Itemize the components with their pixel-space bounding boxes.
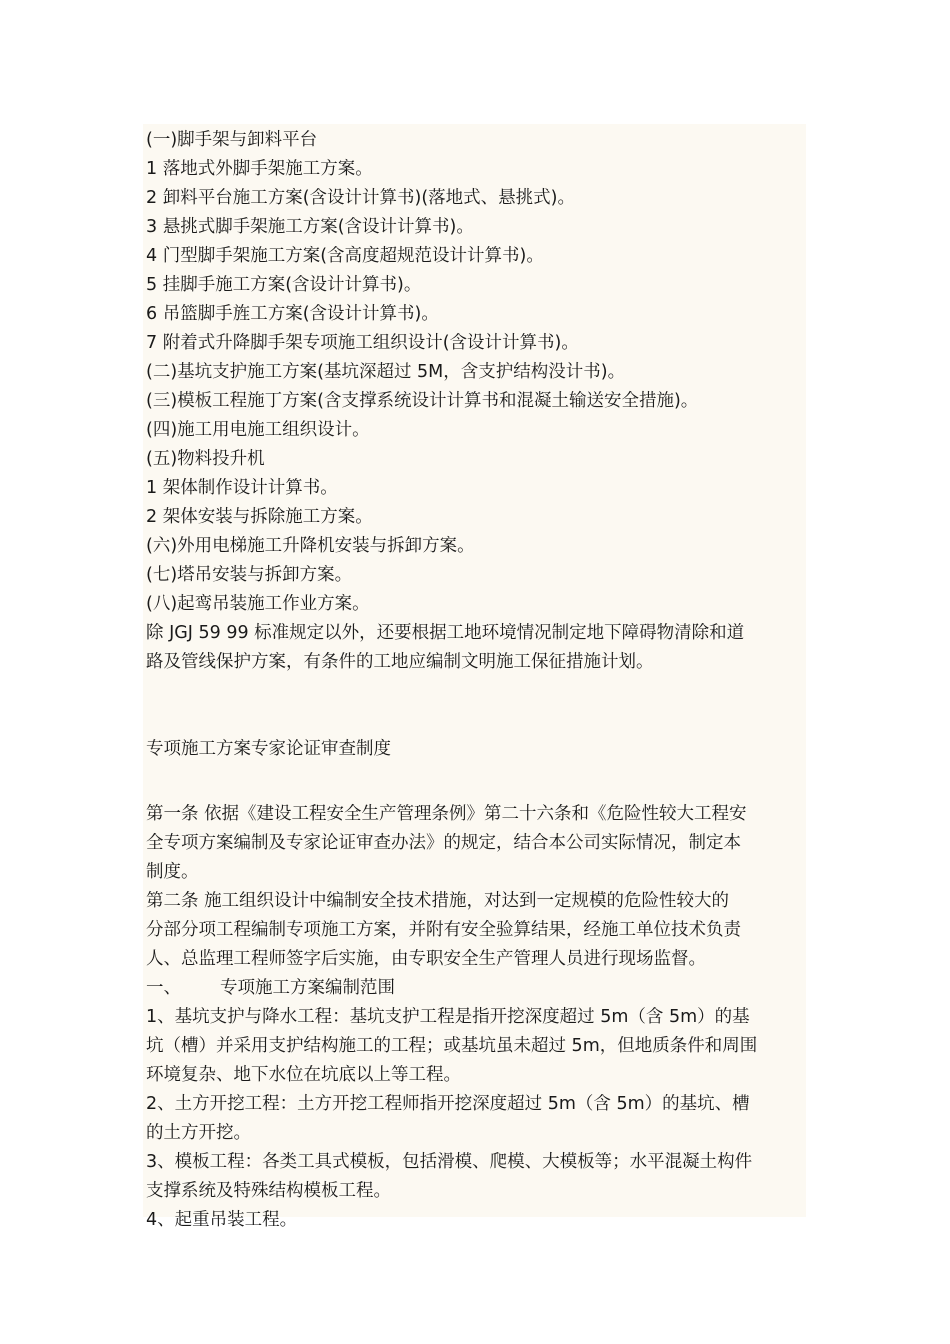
section-lifting: (八)起鸾吊装施工作业方案。	[146, 594, 370, 614]
spacer	[146, 764, 806, 800]
note-line: 除 JGJ 59 99 标准规定以外，还要根据工地环境情况制定地下障碍物清除和道	[146, 623, 745, 643]
scope-item-1-line: 1、基坑支护与降水工程：基坑支护工程是指开挖深度超过 5m（含 5m）的基	[146, 1007, 750, 1027]
list-item: 6 吊篮脚手旌工方案(含设计计算书)。	[146, 304, 439, 324]
list-item: 7 附着式升降脚手架专项施工组织设计(含设计计算书)。	[146, 333, 579, 353]
section-tower-crane: (七)塔吊安装与拆卸方案。	[146, 565, 353, 585]
section-heading-scaffold: (一)脚手架与卸料平台	[146, 130, 318, 150]
section-hoist-heading: (五)物料投升机	[146, 449, 265, 469]
note-line: 路及管线保护方案，有条件的工地应编制文明施工保征措施计划。	[146, 652, 654, 672]
section-formwork: (三)模板工程施丁方案(含支撑系统设计计算书和混凝土输送安全措施)。	[146, 391, 699, 411]
scope-heading: 一、 专项施工方案编制范围	[146, 978, 395, 998]
scope-item-1-line: 环境复杂、地下水位在坑底以上等工程。	[146, 1065, 461, 1085]
section-elevator: (六)外用电梯施工升降机安装与拆卸方案。	[146, 536, 475, 556]
list-item: 1 落地式外脚手架施工方案。	[146, 159, 373, 179]
list-item: 3 悬挑式脚手架施工方案(含设计计算书)。	[146, 217, 474, 237]
list-item: 1 架体制作设计计算书。	[146, 478, 338, 498]
scope-item-2-line: 的土方开挖。	[146, 1123, 251, 1143]
scope-item-4: 4、起重吊装工程。	[146, 1210, 298, 1230]
article-2-line: 人、总监理工程师签字后实施，由专职安全生产管理人员进行现场监督。	[146, 949, 706, 969]
scope-item-2-line: 2、土方开挖工程：土方开挖工程师指开挖深度超过 5m（含 5m）的基坑、槽	[146, 1094, 750, 1114]
article-2-line: 分部分项工程编制专项施工方案，并附有安全验算结果，经施工单位技术负责	[146, 920, 741, 940]
document-body	[146, 126, 806, 1235]
spacer	[146, 677, 806, 735]
list-item: 2 卸料平台施工方案(含设计计算书)(落地式、悬挑式)。	[146, 188, 576, 208]
list-item: 5 挂脚手施工方案(含设计计算书)。	[146, 275, 422, 295]
article-1-line: 制度。	[146, 862, 199, 882]
regulation-title: 专项施工方案专家论证审查制度	[146, 739, 391, 759]
list-item: 2 架体安装与拆除施工方案。	[146, 507, 373, 527]
article-1-line: 全专项方案编制及专家论证审查办法》的规定，结合本公司实际情况，制定本	[146, 833, 741, 853]
scope-item-3-line: 支撑系统及特殊结构模板工程。	[146, 1181, 391, 1201]
article-2-line: 第二条 施工组织设计中编制安全技术措施，对达到一定规模的危险性较大的	[146, 891, 730, 911]
section-foundation-pit: (二)基坑支护施工方案(基坑深超过 5M，含支护结构没计书)。	[146, 362, 626, 382]
scope-item-3-line: 3、模板工程：各类工具式模板，包括滑模、爬模、大模板等；水平混凝土构件	[146, 1152, 753, 1172]
list-item: 4 门型脚手架施工方案(含高度超规范设计计算书)。	[146, 246, 544, 266]
section-electricity: (四)施工用电施工组织设计。	[146, 420, 370, 440]
scope-item-1-line: 坑（槽）并采用支护结构施工的工程；或基坑虽未超过 5m，但地质条件和周围	[146, 1036, 758, 1056]
article-1-line: 第一条 依据《建设工程安全生产管理条例》第二十六条和《危险性较大工程安	[146, 804, 747, 824]
